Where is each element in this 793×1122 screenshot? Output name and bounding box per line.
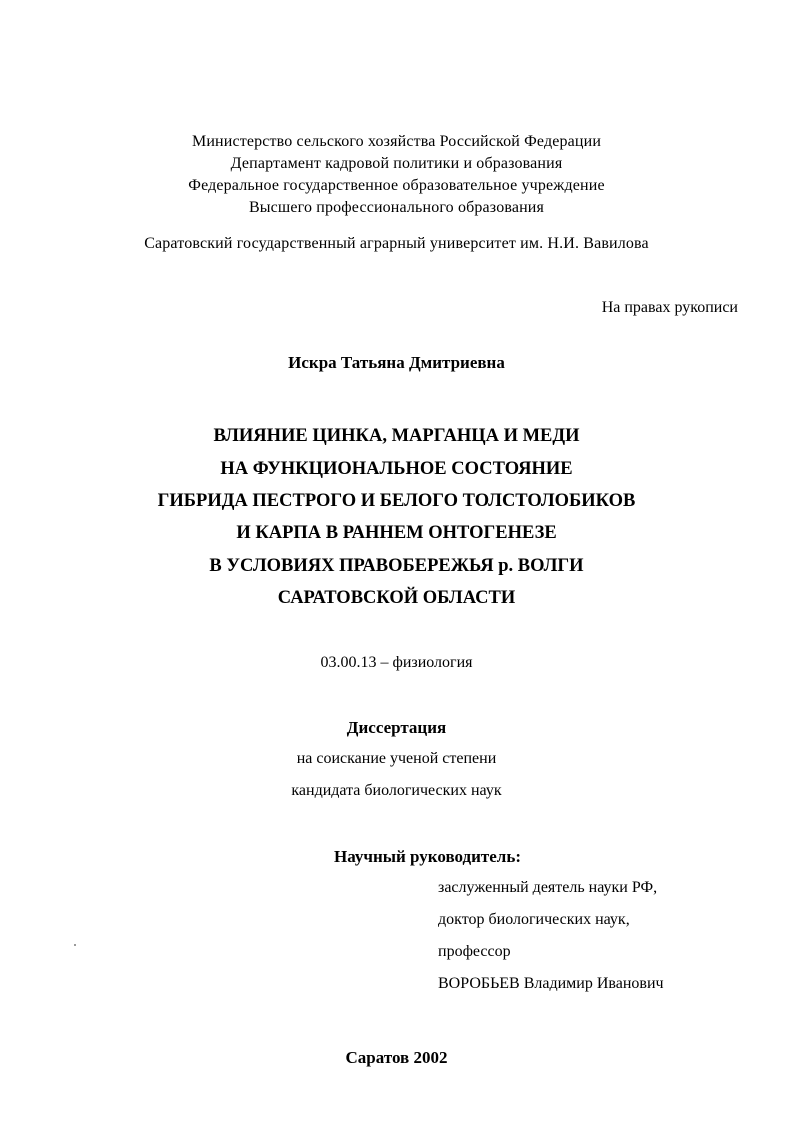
title-line: САРАТОВСКОЙ ОБЛАСТИ xyxy=(277,588,516,608)
specialty-code: 03.00.13 – физиология xyxy=(320,654,473,671)
supervisor-title-line: заслуженный деятель науки РФ, xyxy=(438,879,658,896)
supervisor-name: ВОРОБЬЕВ Владимир Иванович xyxy=(438,975,664,992)
supervisor-title-line: профессор xyxy=(438,943,511,960)
title-line: ГИБРИДА ПЕСТРОГО И БЕЛОГО ТОЛСТОЛОБИКОВ xyxy=(157,491,636,511)
university-name: Саратовский государственный аграрный университет им. Н.И. Вавилова xyxy=(144,235,649,252)
title-line: НА ФУНКЦИОНАЛЬНОЕ СОСТОЯНИЕ xyxy=(220,459,573,479)
scan-speck xyxy=(74,944,76,946)
supervisor-title-line: доктор биологических наук, xyxy=(438,911,630,928)
degree-line-2: кандидата биологических наук xyxy=(291,782,502,799)
institution-type-line: Федеральное государственное образовательное учреждение xyxy=(188,177,605,194)
supervisor-label: Научный руководитель: xyxy=(334,847,521,866)
title-line: И КАРПА В РАННЕМ ОНТОГЕНЕЗЕ xyxy=(236,523,557,543)
dissertation-label: Диссертация xyxy=(346,718,447,737)
title-line: ВЛИЯНИЕ ЦИНКА, МАРГАНЦА И МЕДИ xyxy=(213,426,580,446)
author-name: Искра Татьяна Дмитриевна xyxy=(288,353,505,372)
education-level-line: Высшего профессионального образования xyxy=(248,199,545,216)
rights-note: На правах рукописи xyxy=(601,299,738,316)
title-line: В УСЛОВИЯХ ПРАВОБЕРЕЖЬЯ р. ВОЛГИ xyxy=(209,556,584,576)
ministry-line: Министерство сельского хозяйства Российской Федерации xyxy=(191,133,602,150)
department-line: Департамент кадровой политики и образования xyxy=(230,155,563,172)
place-and-year: Саратов 2002 xyxy=(345,1048,448,1067)
degree-line-1: на соискание ученой степени xyxy=(296,750,497,767)
